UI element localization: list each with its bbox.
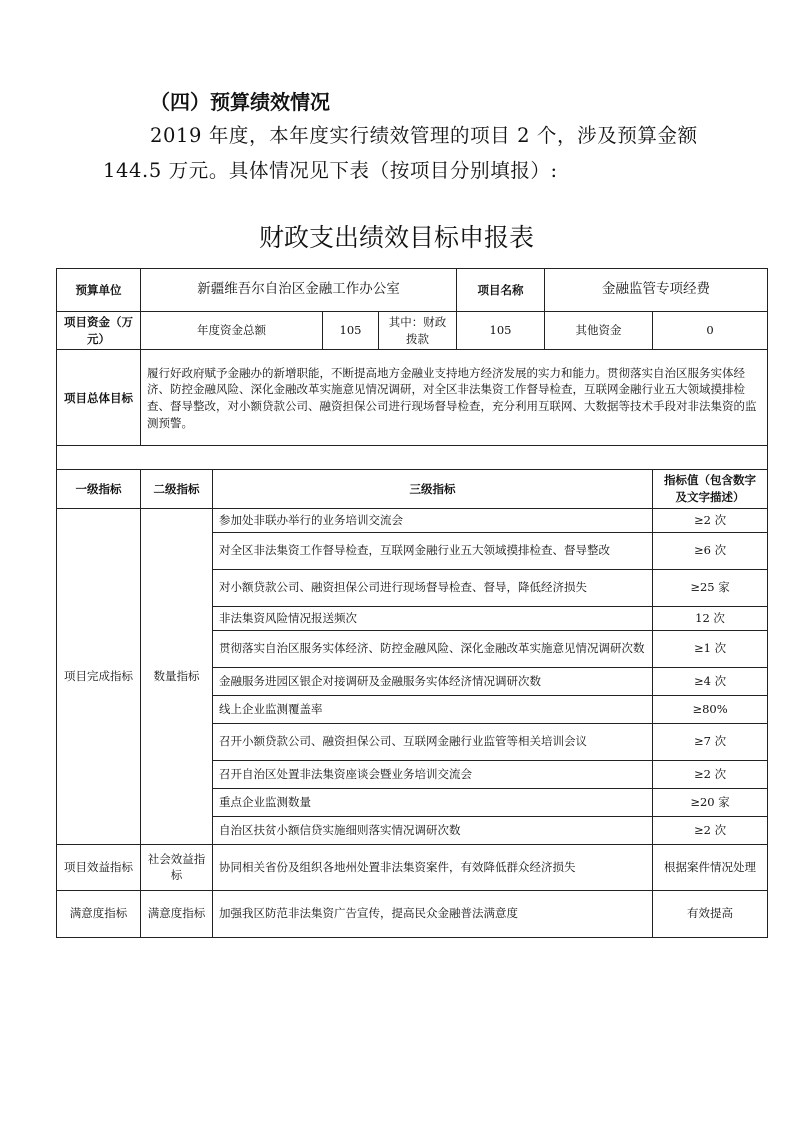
annual-total-label: 年度资金总额 — [141, 312, 323, 350]
benefit-level2: 社会效益指标 — [141, 844, 213, 890]
benefit-value: 根据案件情况处理 — [653, 844, 768, 890]
indicator-value: ≥4 次 — [653, 667, 768, 695]
indicator-text: 对全区非法集资工作督导检查，互联网金融行业五大领域摸排检查、督导整改 — [213, 532, 653, 569]
header-level2: 二级指标 — [141, 470, 213, 508]
benefit-level1: 项目效益指标 — [57, 844, 141, 890]
indicator-value: ≥25 家 — [653, 569, 768, 606]
header-level3: 三级指标 — [213, 470, 653, 508]
section-heading: （四）预算绩效情况 — [150, 90, 330, 114]
indicator-text: 对小额贷款公司、融资担保公司进行现场督导检查、督导，降低经济损失 — [213, 569, 653, 606]
satisfaction-text: 加强我区防范非法集资广告宣传，提高民众金融普法满意度 — [213, 890, 653, 937]
indicator-text: 召开自治区处置非法集资座谈会暨业务培训交流会 — [213, 760, 653, 788]
unit-value: 新疆维吾尔自治区金融工作办公室 — [141, 269, 457, 312]
indicator-text: 金融服务进园区银企对接调研及金融服务实体经济情况调研次数 — [213, 667, 653, 695]
goal-label: 项目总体目标 — [57, 350, 141, 446]
indicator-value: 12 次 — [653, 606, 768, 630]
indicator-value: ≥2 次 — [653, 816, 768, 844]
indicator-value: ≥80% — [653, 695, 768, 723]
indicator-value: ≥6 次 — [653, 532, 768, 569]
indicator-value: ≥1 次 — [653, 630, 768, 667]
indicator-text: 参加处非联办举行的业务培训交流会 — [213, 508, 653, 532]
annual-total-value: 105 — [323, 312, 379, 350]
funds-label: 项目资金（万元） — [57, 312, 141, 350]
fiscal-value: 105 — [457, 312, 545, 350]
benefit-text: 协同相关省份及组织各地州处置非法集资案件，有效降低群众经济损失 — [213, 844, 653, 890]
indicator-text: 线上企业监测覆盖率 — [213, 695, 653, 723]
other-value: 0 — [653, 312, 768, 350]
unit-label: 预算单位 — [57, 269, 141, 312]
intro-line-1: 2019 年度，本年度实行绩效管理的项目 2 个，涉及预算金额 — [150, 124, 698, 147]
indicator-text: 贯彻落实自治区服务实体经济、防控金融风险、深化金融改革实施意见情况调研次数 — [213, 630, 653, 667]
completion-level2: 数量指标 — [141, 508, 213, 844]
indicator-text: 自治区扶贫小额信贷实施细则落实情况调研次数 — [213, 816, 653, 844]
project-value: 金融监管专项经费 — [545, 269, 768, 312]
header-value: 指标值（包含数字及文字描述） — [653, 470, 768, 508]
indicator-text: 非法集资风险情况报送频次 — [213, 606, 653, 630]
fiscal-label: 其中：财政拨款 — [379, 312, 457, 350]
spacer-row — [57, 446, 768, 470]
other-label: 其他资金 — [545, 312, 653, 350]
indicator-value: ≥20 家 — [653, 788, 768, 816]
indicator-text: 重点企业监测数量 — [213, 788, 653, 816]
performance-table — [56, 268, 768, 938]
intro-line-2: 144.5 万元。具体情况见下表（按项目分别填报）: — [103, 159, 558, 182]
satisfaction-level2: 满意度指标 — [141, 890, 213, 937]
completion-level1: 项目完成指标 — [57, 508, 141, 844]
indicator-text: 召开小额贷款公司、融资担保公司、互联网金融行业监管等相关培训会议 — [213, 723, 653, 760]
indicator-value: ≥2 次 — [653, 508, 768, 532]
satisfaction-level1: 满意度指标 — [57, 890, 141, 937]
indicator-value: ≥7 次 — [653, 723, 768, 760]
goal-text: 履行好政府赋予金融办的新增职能，不断提高地方金融业支持地方经济发展的实力和能力。贯彻落实自治区服务实体经济、防控金融风险、深化金融改革实施意见情况调研，对全区非法集资工作督导检查，互联网金融行业五大领域摸排检查、督导整改，对小额贷款公司、融资担保公司进行现场督导检查，充分利用互联网、大数据等技术手段对非法集资的监测预警。 — [141, 350, 768, 446]
header-level1: 一级指标 — [57, 470, 141, 508]
table-title: 财政支出绩效目标申报表 — [258, 223, 534, 252]
indicator-value: ≥2 次 — [653, 760, 768, 788]
project-label: 项目名称 — [457, 269, 545, 312]
satisfaction-value: 有效提高 — [653, 890, 768, 937]
